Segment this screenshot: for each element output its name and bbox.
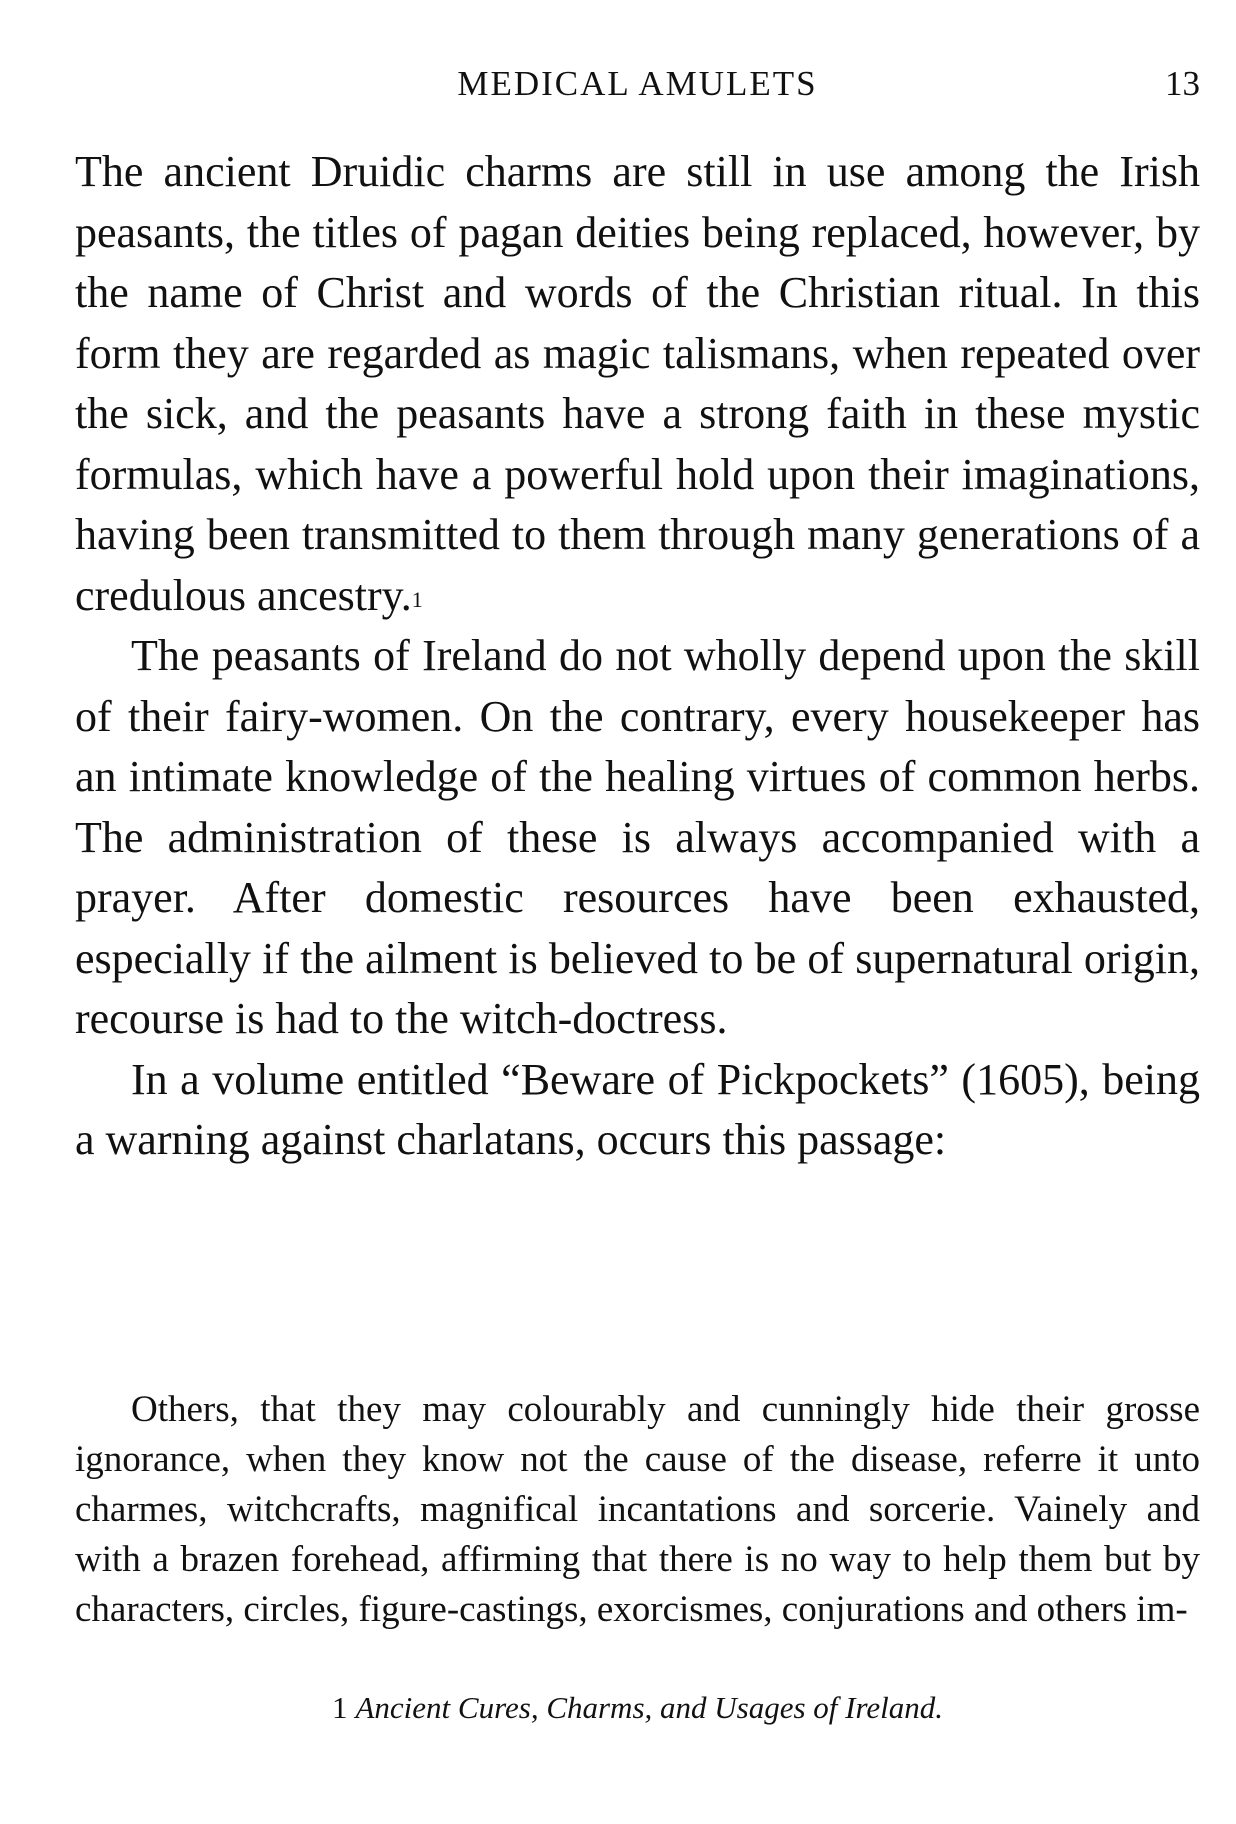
running-title: MEDICAL AMULETS [457, 64, 818, 103]
footnote-text: Ancient Cures, Charms, and Usages of Ireland. [355, 1690, 944, 1725]
footnote [75, 1690, 1200, 1726]
paragraph-1 [75, 142, 1200, 626]
body-text [75, 142, 1200, 1171]
page-number: 13 [1165, 64, 1200, 103]
block-quotation [75, 1385, 1200, 1635]
running-head [75, 64, 1200, 114]
footnote-reference: 1 [411, 586, 423, 612]
block-quotation-text: Others, that they may colourably and cunningly hide their grosse ignorance, when they know not the cause of the disease, referre it unto charmes, witchcrafts, magnifical incantations and sorcerie. Vainely and with a brazen forehead, affirming that there is no way to help them but by characters, circles, figure-castings, exorcismes, conjurations and others im- [75, 1389, 1200, 1630]
paragraph-1-text: The ancient Druidic charms are still in use among the Irish peasants, the titles of pagan deities being replaced, however, by the name of Christ and words of the Christian ritual. In this form they are regarded as magic talismans, when repeated over the sick, and the peasants have a strong faith in these mystic formulas, which have a powerful hold upon their imaginations, having been transmitted to them through many generations of a credulous ancestry. [75, 147, 1200, 620]
footnote-mark: 1 [331, 1690, 348, 1725]
paragraph-3: In a volume entitled “Beware of Pickpockets” (1605), being a warning against charlatans, occurs this passage: [75, 1054, 1200, 1164]
paragraph-2: The peasants of Ireland do not wholly depend upon the skill of their fairy-women. On the contrary, every housekeeper has an intimate knowledge of the healing virtues of common herbs. The administration of these is always accompanied with a prayer. After domestic resources have been exhausted, especially if the ailment is believed to be of supernatural origin, recourse is had to the witch-doctress. [75, 631, 1200, 1043]
